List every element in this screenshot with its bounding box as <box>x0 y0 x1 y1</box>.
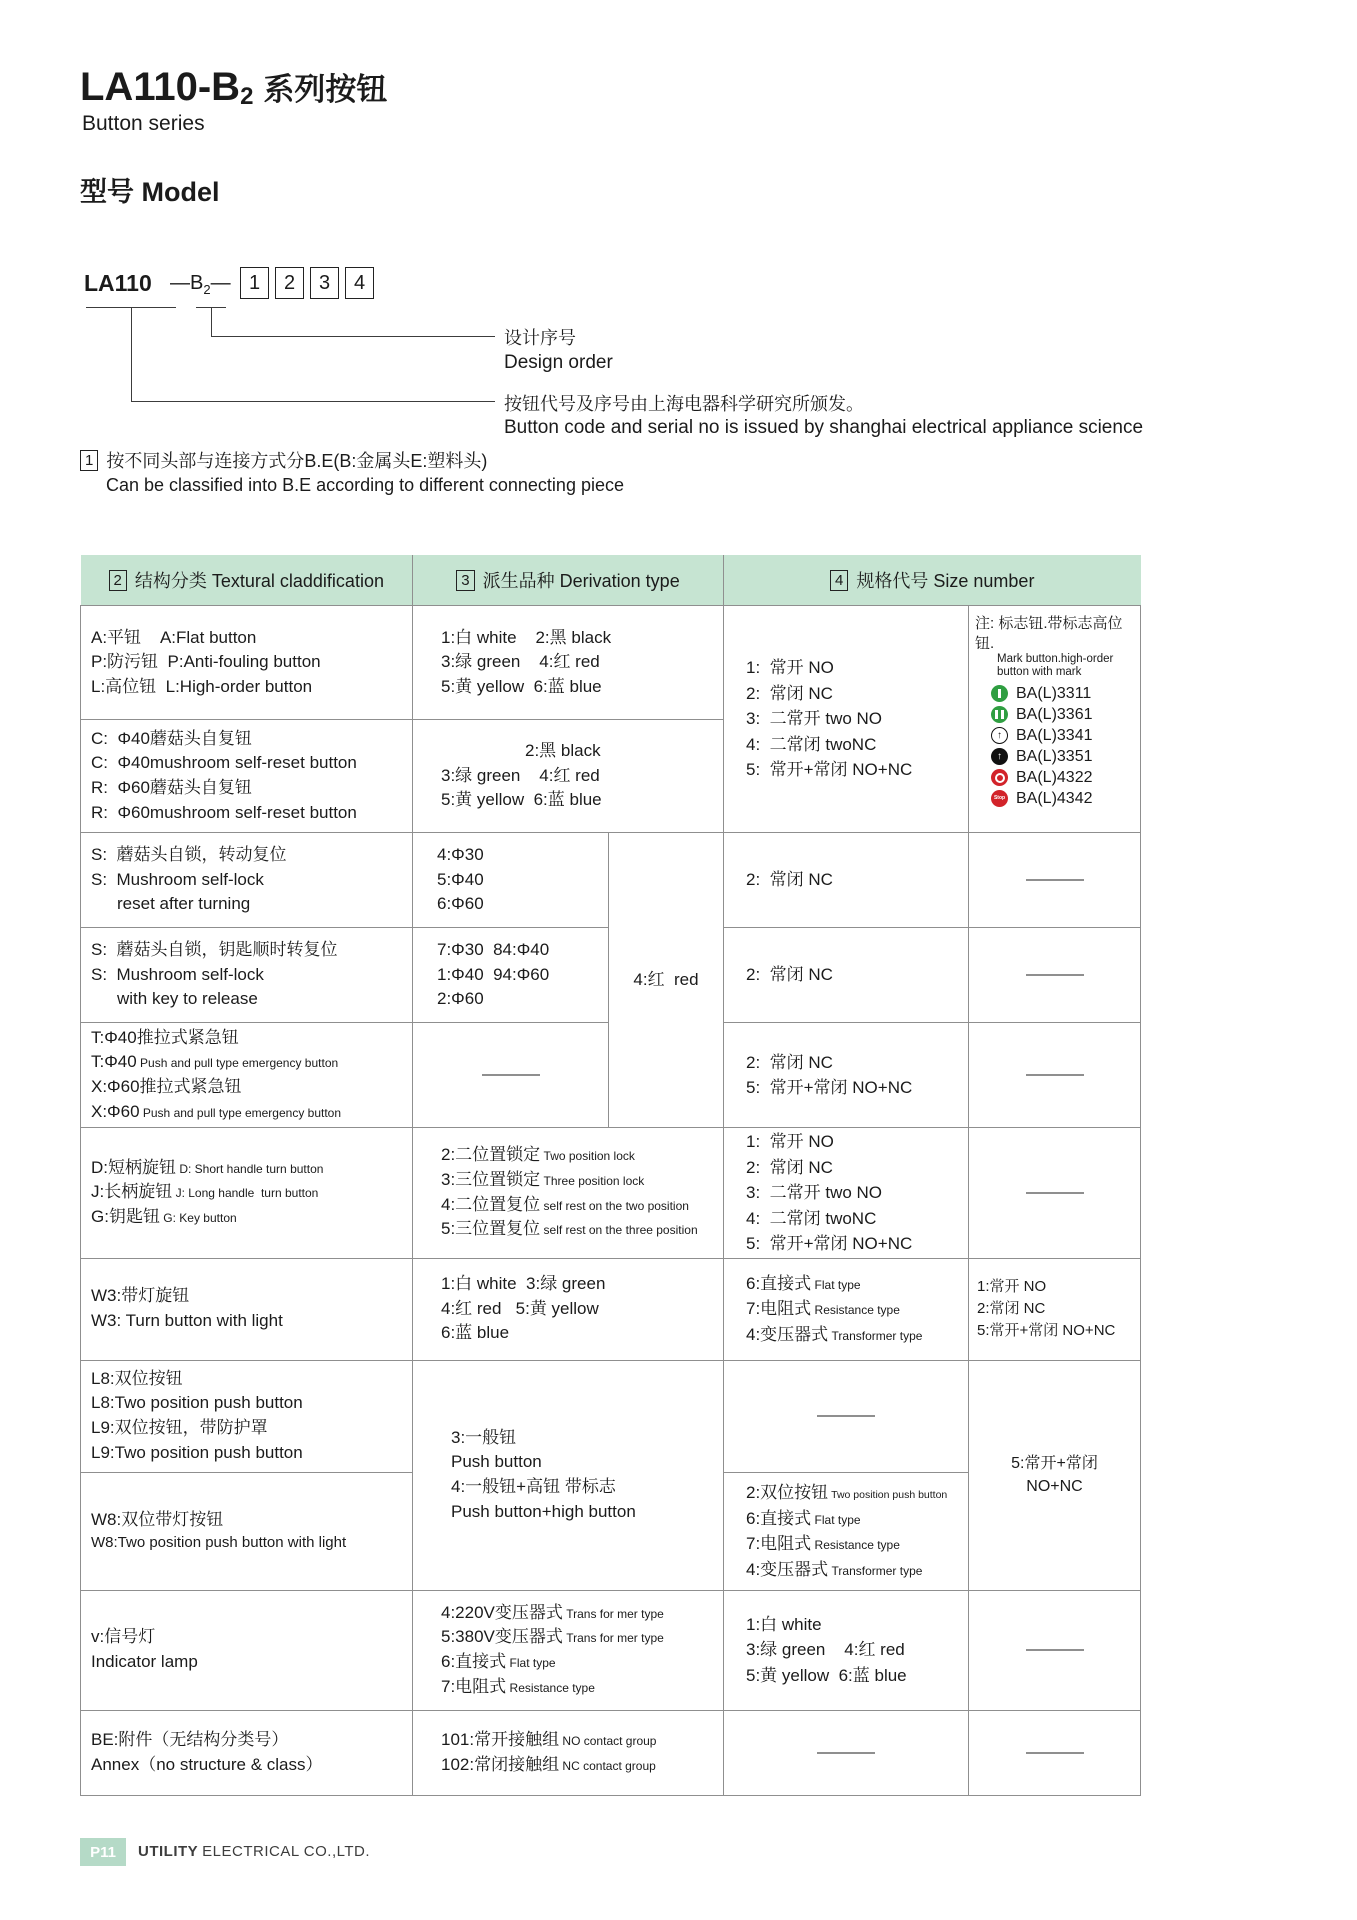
cell-note-w3-contacts <box>969 1258 1141 1360</box>
empty-dash <box>1026 1074 1084 1076</box>
model-section-heading: 型号 Model <box>80 177 220 207</box>
empty-dash <box>1026 1192 1084 1194</box>
cell-derivation-colors2 <box>413 720 724 833</box>
empty-dash <box>1026 879 1084 881</box>
digit-box-3: 3 <box>310 267 339 299</box>
footer-company-rest: ELECTRICAL CO.,LTD. <box>202 1843 371 1860</box>
cell-size-nc-nonc <box>724 1023 969 1128</box>
mark-code: BA(L)3311 <box>1016 684 1092 702</box>
red-ring-icon <box>991 769 1008 786</box>
cell-line: L8:Two position push button <box>91 1393 303 1413</box>
cell-line: NO+NC <box>1026 1478 1083 1495</box>
cell-structure-selflock-key <box>81 928 413 1023</box>
header-structure-numbox: 2 <box>109 570 127 591</box>
mark-code: BA(L)3361 <box>1016 705 1093 723</box>
cell-line: 2:二位置锁定 Two position lock <box>441 1145 635 1165</box>
cell-line: P:防污钮 P:Anti-fouling button <box>91 652 321 672</box>
cell-structure-selflock-turn <box>81 833 413 928</box>
mark-note-en2: button with mark <box>997 666 1082 679</box>
cell-derivation-positions <box>413 1128 724 1259</box>
cell-line: J:长柄旋钮 J: Long handle turn button <box>91 1182 319 1202</box>
mark-note-zh: 注: 标志钮.带标志高位钮. <box>975 615 1123 652</box>
table-row <box>81 1258 1141 1360</box>
cell-line: 6:直接式 Flat type <box>746 1273 861 1293</box>
cell-line: 5:380V变压器式 Trans for mer type <box>441 1627 664 1647</box>
digit-box-4: 4 <box>345 267 374 299</box>
cell-empty <box>724 1710 969 1795</box>
mark-item <box>991 685 1138 702</box>
cell-line: S: Mushroom self-lock <box>91 869 264 889</box>
header-structure <box>81 555 413 606</box>
cell-structure-lamp <box>81 1590 413 1710</box>
cell-line: 6:直接式 Flat type <box>441 1652 556 1671</box>
page-title-model-sub: 2 <box>240 83 254 111</box>
cell-derivation-diameters2 <box>413 928 609 1023</box>
cell-line: T:Φ40 Push and pull type emergency button <box>91 1052 339 1072</box>
cell-size-contacts2 <box>724 1128 969 1259</box>
cell-line: 5:三位置复位 self rest on the three position <box>441 1219 698 1239</box>
cell-empty <box>969 1590 1141 1710</box>
cell-empty <box>724 1360 969 1472</box>
mark-code: BA(L)3341 <box>1016 726 1093 744</box>
green-two-bar-icon <box>991 706 1008 723</box>
cell-line: Push button <box>451 1452 542 1472</box>
cell-line: W8:Two position push button with light <box>91 1534 347 1552</box>
cell-line: 5: 常开+常闭 NO+NC <box>746 1234 913 1253</box>
cell-line: 2: 常闭 NC <box>746 683 833 703</box>
cell-line: 1:白 white 2:黑 black <box>441 627 612 647</box>
table-row <box>81 1590 1141 1710</box>
cell-line: 3:一般钮 <box>451 1427 517 1447</box>
cell-line: 3:绿 green 4:红 red <box>441 652 600 672</box>
black-arrow-icon: ↑ <box>991 748 1008 765</box>
footer-company <box>138 1843 370 1860</box>
note-1-zh-text: 按不同头部与连接方式分B.E(B:金属头E:塑料头) <box>106 451 488 471</box>
cell-line: W3: Turn button with light <box>91 1311 283 1330</box>
table-row <box>81 1710 1141 1795</box>
cell-line: D:短柄旋钮 D: Short handle turn button <box>91 1157 324 1177</box>
cell-line: v:信号灯 <box>91 1627 156 1647</box>
note-1 <box>80 447 487 473</box>
cell-line: S: 蘑菇头自锁，转动复位 <box>91 845 287 865</box>
cell-empty <box>969 1023 1141 1128</box>
cell-empty <box>969 833 1141 928</box>
cell-empty <box>969 1710 1141 1795</box>
cell-line: 4:二位置复位 self rest on the two position <box>441 1194 689 1214</box>
cell-line: 1:常开 NO <box>977 1278 1047 1296</box>
cell-line: 4:220V变压器式 Trans for mer type <box>441 1602 664 1622</box>
cell-line: 6:Φ60 <box>437 894 484 914</box>
cell-line: 5: 常开+常闭 NO+NC <box>746 760 913 780</box>
cell-structure-flat <box>81 606 413 720</box>
cell-line: 7:电阻式 Resistance type <box>441 1676 595 1696</box>
cell-line: X:Φ60 Push and pull type emergency button <box>91 1101 342 1121</box>
cell-line: W8:双位带灯按钮 <box>91 1509 224 1529</box>
cell-line: 1: 常开 NO <box>746 658 834 678</box>
cell-line: A:平钮 A:Flat button <box>91 627 257 647</box>
cell-line: 3:绿 green 4:红 red <box>746 1640 905 1660</box>
empty-dash <box>482 1074 540 1076</box>
note-1-en-text: Can be classified into B.E according to different connecting piece <box>106 475 624 495</box>
cell-line: 6:直接式 Flat type <box>746 1508 861 1528</box>
cell-size-nc1 <box>724 833 969 928</box>
callout-issuer-en: Button code and serial no is issued by shanghai electrical appliance science <box>504 417 1144 438</box>
table-header-row <box>81 555 1141 606</box>
cell-line: 6:蓝 blue <box>441 1323 510 1343</box>
cell-line: 2: 常闭 NC <box>746 1157 833 1177</box>
cell-line: 5:Φ40 <box>437 869 484 889</box>
cell-line: 4: 二常闭 twoNC <box>746 734 877 754</box>
cell-size-w8-types <box>724 1472 969 1590</box>
header-size-numbox: 4 <box>830 570 848 591</box>
callout-design-order-zh: 设计序号 <box>504 328 576 348</box>
page-title <box>80 64 387 111</box>
cell-line: 5: 常开+常闭 NO+NC <box>746 1078 913 1097</box>
mark-list <box>975 685 1138 807</box>
model-base-code: LA110 <box>84 270 152 296</box>
callout-design-order-en: Design order <box>504 352 613 373</box>
cell-line: 101:常开接触组 NO contact group <box>441 1729 657 1749</box>
cell-line: 4:红 red 5:黄 yellow <box>441 1298 599 1318</box>
cell-line: X:Φ60推拉式紧急钮 <box>91 1077 242 1096</box>
cell-derivation-w3-colors <box>413 1258 724 1360</box>
cell-line: 5:黄 yellow 6:蓝 blue <box>441 676 602 696</box>
header-size <box>724 555 1141 606</box>
cell-empty <box>413 1023 609 1128</box>
cell-line: 5:常开+常闭 NO+NC <box>977 1321 1116 1339</box>
cell-line: 4: 二常闭 twoNC <box>746 1208 877 1228</box>
cell-line: S: 蘑菇头自锁，钥匙顺时转复位 <box>91 940 338 960</box>
cell-line: 4:红 red <box>633 969 699 989</box>
mark-note-en1: Mark button.high-order <box>997 653 1114 665</box>
mark-item <box>991 748 1138 765</box>
cell-line: reset after turning <box>117 894 251 914</box>
cell-structure-annex <box>81 1710 413 1795</box>
empty-dash <box>817 1415 875 1417</box>
connector-base-horizontal <box>131 401 495 402</box>
cell-line: Push button+high button <box>451 1501 636 1521</box>
cell-size-contacts <box>724 606 969 833</box>
cell-line: 2:双位按钮 Two position push button <box>746 1483 948 1502</box>
cell-line: 3: 二常开 two NO <box>746 1183 883 1202</box>
cell-line: 4:变压器式 Transformer type <box>746 1559 923 1579</box>
model-digit-boxes <box>240 267 374 299</box>
connector-type-vertical <box>211 307 212 336</box>
cell-derivation-contact-groups <box>413 1710 724 1795</box>
cell-line: with key to release <box>117 989 258 1009</box>
model-type-code <box>170 272 231 297</box>
cell-line: 7:Φ30 84:Φ40 <box>437 940 550 960</box>
cell-structure-emergency <box>81 1023 413 1128</box>
cell-derivation-pushbutton <box>413 1360 724 1590</box>
header-derivation <box>413 555 724 606</box>
header-derivation-label: 派生品种 Derivation type <box>482 571 680 591</box>
cell-structure-w3 <box>81 1258 413 1360</box>
green-one-bar-icon <box>991 685 1008 702</box>
cell-line: BE:附件（无结构分类号） <box>91 1729 289 1749</box>
cell-line: 3: 二常开 two NO <box>746 709 883 729</box>
red-stop-icon: Stop <box>991 790 1008 807</box>
mark-item <box>991 706 1138 723</box>
header-size-label: 规格代号 Size number <box>856 571 1035 591</box>
cell-line: 2: 常闭 NC <box>746 1052 833 1072</box>
table-row <box>81 1128 1141 1259</box>
cell-line: 2:常闭 NC <box>977 1300 1046 1318</box>
cell-size-lamp-colors <box>724 1590 969 1710</box>
cell-line: 1: 常开 NO <box>746 1132 834 1151</box>
cell-structure-w8 <box>81 1472 413 1590</box>
header-structure-label: 结构分类 Textural claddification <box>134 571 384 591</box>
cell-line: 1:白 white 3:绿 green <box>441 1274 606 1294</box>
footer-company-bold: UTILITY <box>138 1843 199 1860</box>
cell-line: 5:黄 yellow 6:蓝 blue <box>746 1665 907 1685</box>
cell-derivation-red <box>609 833 724 1128</box>
empty-dash <box>817 1752 875 1754</box>
note-1-numbox: 1 <box>80 450 98 471</box>
cell-line: 2:Φ60 <box>437 989 484 1009</box>
mark-item <box>991 790 1138 807</box>
cell-line: 7:电阻式 Resistance type <box>746 1299 900 1319</box>
callout-issuer-zh: 按钮代号及序号由上海电器科学研究所颁发。 <box>504 394 864 414</box>
cell-line: 2: 常闭 NC <box>746 870 833 890</box>
model-type-sub: 2 <box>203 282 211 297</box>
cell-line: 2:黑 black <box>525 741 601 761</box>
model-dash1: — <box>170 272 190 294</box>
cell-structure-mushroom-reset <box>81 720 413 833</box>
cell-line: R: Φ60蘑菇头自复钮 <box>91 778 252 797</box>
cell-line: L9:Two position push button <box>91 1442 303 1462</box>
white-arrow-icon: ↑ <box>991 727 1008 744</box>
empty-dash <box>1026 1649 1084 1651</box>
mark-code: BA(L)4322 <box>1016 768 1093 786</box>
cell-line: W3:带灯旋钮 <box>91 1286 190 1306</box>
empty-dash <box>1026 1752 1084 1754</box>
cell-structure-turnbuttons <box>81 1128 413 1259</box>
cell-note-marks <box>969 606 1141 833</box>
digit-box-1: 1 <box>240 267 269 299</box>
table-row <box>81 1360 1141 1472</box>
table-row <box>81 606 1141 720</box>
cell-derivation-colors <box>413 606 724 720</box>
mark-code: BA(L)3351 <box>1016 747 1093 765</box>
cell-size-lamp-types <box>724 1258 969 1360</box>
connector-base-vertical <box>131 307 132 401</box>
header-derivation-numbox: 3 <box>456 570 474 591</box>
cell-line: 2: 常闭 NC <box>746 965 833 985</box>
cell-line: Annex（no structure & class） <box>91 1754 323 1774</box>
cell-line: L9:双位按钮，带防护罩 <box>91 1418 268 1437</box>
cell-note-nonc <box>969 1360 1141 1590</box>
cell-structure-l8-l9 <box>81 1360 413 1472</box>
cell-line: 3:绿 green 4:红 red <box>441 765 600 785</box>
footer-page-badge: P11 <box>80 1838 126 1866</box>
mark-item <box>991 769 1138 786</box>
cell-line: G:钥匙钮 G: Key button <box>91 1207 237 1227</box>
cell-line: 4:变压器式 Transformer type <box>746 1324 923 1344</box>
empty-dash <box>1026 974 1084 976</box>
page-title-series: 系列按钮 <box>263 72 388 107</box>
cell-line: L8:双位按钮 <box>91 1368 183 1388</box>
cell-line: S: Mushroom self-lock <box>91 964 264 984</box>
cell-derivation-lamp-types <box>413 1590 724 1710</box>
cell-line: C: Φ40蘑菇头自复钮 <box>91 728 252 748</box>
table-row <box>81 833 1141 928</box>
mark-code: BA(L)4342 <box>1016 789 1093 807</box>
digit-box-2: 2 <box>275 267 304 299</box>
cell-line: 5:常开+常闭 <box>1011 1454 1098 1472</box>
cell-derivation-diameters1 <box>413 833 609 928</box>
cell-line: T:Φ40推拉式紧急钮 <box>91 1027 239 1047</box>
cell-line: 102:常闭接触组 NC contact group <box>441 1754 656 1774</box>
cell-line: 1:白 white <box>746 1614 822 1634</box>
page-subtitle: Button series <box>82 112 205 135</box>
page-title-model: LA110-B <box>80 65 241 109</box>
cell-line: R: Φ60mushroom self-reset button <box>91 802 357 822</box>
mark-item <box>991 727 1138 744</box>
cell-line: 4:Φ30 <box>437 845 484 865</box>
cell-line: 4:一般钮+高钮 带标志 <box>451 1477 616 1496</box>
spec-table <box>80 555 1141 1796</box>
cell-line: L:高位钮 L:High-order button <box>91 676 313 696</box>
cell-line: C: Φ40mushroom self-reset button <box>91 753 357 773</box>
cell-line: 7:电阻式 Resistance type <box>746 1534 900 1553</box>
cell-line: 3:三位置锁定 Three position lock <box>441 1170 645 1190</box>
model-type-letter: B <box>190 272 204 294</box>
connector-type-horizontal <box>211 336 495 337</box>
cell-size-nc2 <box>724 928 969 1023</box>
cell-line: Indicator lamp <box>91 1652 198 1671</box>
cell-empty <box>969 1128 1141 1259</box>
cell-line: 1:Φ40 94:Φ60 <box>437 964 550 984</box>
model-dash2: — <box>210 272 231 294</box>
cell-empty <box>969 928 1141 1023</box>
cell-line: 5:黄 yellow 6:蓝 blue <box>441 790 602 810</box>
